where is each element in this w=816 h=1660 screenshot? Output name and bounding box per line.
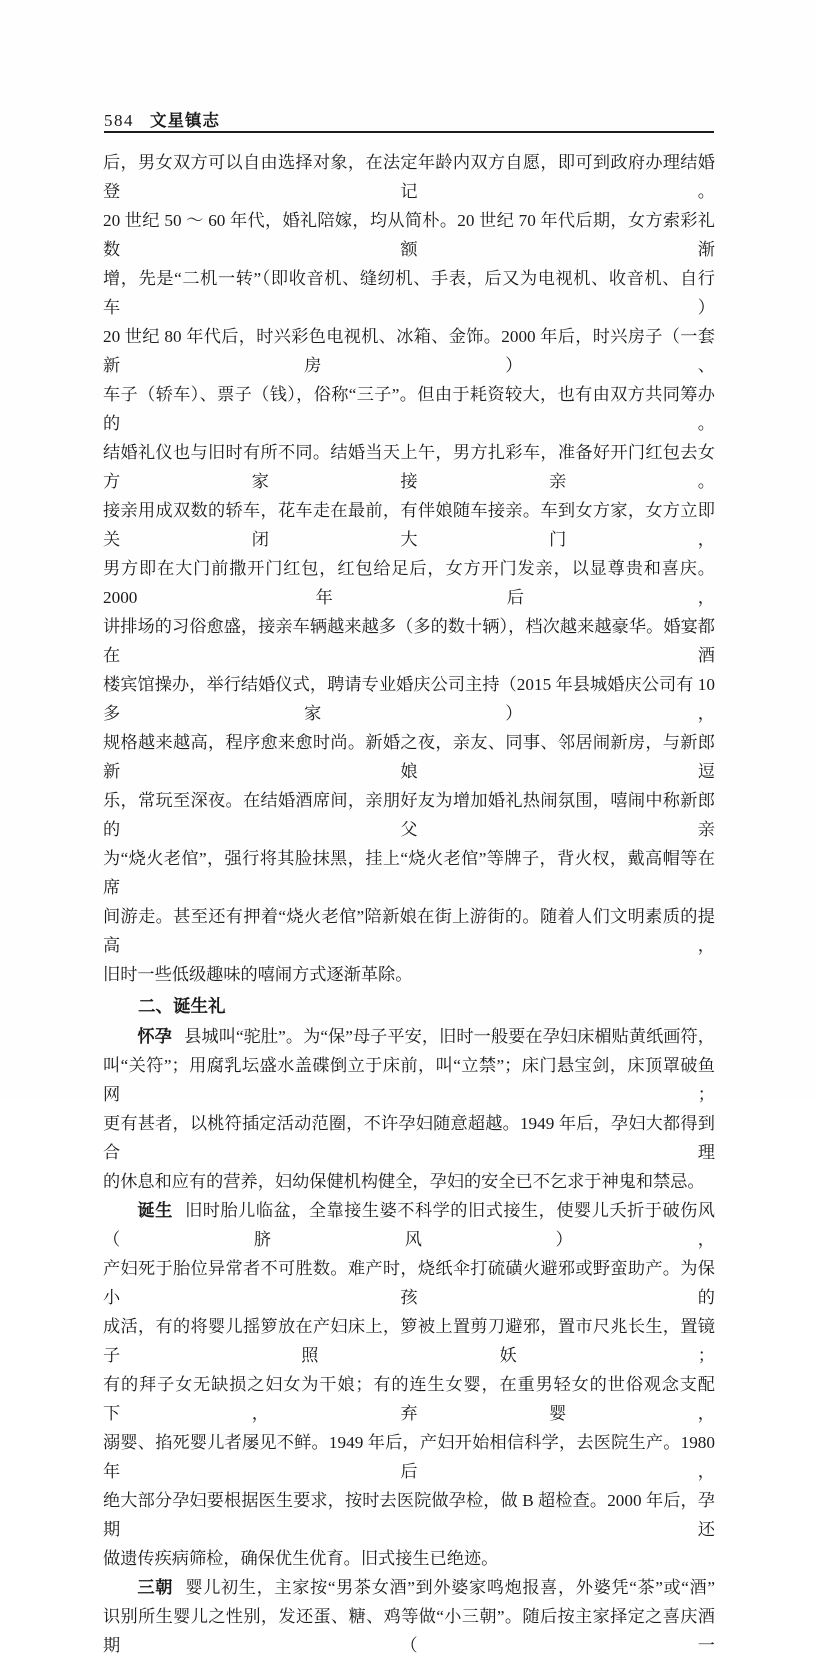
text-line: 间游走。甚至还有押着“烧火老倌”陪新娘在街上游街的。随着人们文明素质的提高， <box>103 907 715 955</box>
page-number: 584 <box>104 111 134 130</box>
text-run: 县城叫“驼肚”。为“保”母子平安，旧时一般要在孕妇床楣贴黄纸画符， <box>184 1027 715 1046</box>
text-line: 车子（轿车）、票子（钱），俗称“三子”。但由于耗资较大，也有由双方共同筹办的。 <box>103 385 715 433</box>
paragraph-lead: 三朝 <box>137 1577 174 1597</box>
text-line: 接亲用成双数的轿车，花车走在最前，有伴娘随车接亲。车到女方家，女方立即关闭大门， <box>103 501 715 549</box>
text-line: 更有甚者，以桃符插定活动范圈，不许孕妇随意超越。1949 年后，孕妇大都得到合理 <box>103 1114 715 1162</box>
text-run: 婴儿初生，主家按“男茶女酒”到外婆家鸣炮报喜，外婆凭“茶”或“酒” <box>185 1578 715 1597</box>
text-line <box>103 1573 715 1602</box>
paragraph <box>103 1196 715 1573</box>
text-line: 20 世纪 50 ～ 60 年代，婚礼陪嫁，均从简朴。20 世纪 70 年代后期，女方索彩礼数额渐 <box>103 211 715 259</box>
text-line: 识别所生婴儿之性别，发还蛋、糖、鸡等做“小三朝”。随后按主家择定之喜庆酒期（一 <box>103 1607 715 1655</box>
text-line: 男方即在大门前撒开门红包，红包给足后，女方开门发亲，以显尊贵和喜庆。2000 年后， <box>103 559 715 607</box>
text-line <box>103 1022 715 1051</box>
text-run: 旧时胎儿临盆，全靠接生婆不科学的旧式接生，使婴儿夭折于破伤风（脐风）， <box>103 1201 715 1249</box>
page-header <box>104 107 714 131</box>
section-heading: 二、诞生礼 <box>138 996 226 1016</box>
text-line: 后，男女双方可以自由选择对象，在法定年龄内双方自愿，即可到政府办理结婚登记。 <box>103 153 715 201</box>
text-line: 楼宾馆操办，举行结婚仪式，聘请专业婚庆公司主持（2015 年县城婚庆公司有 10 多家）， <box>103 675 715 723</box>
text-line: 讲排场的习俗愈盛，接亲车辆越来越多（多的数十辆），档次越来越豪华。婚宴都在酒 <box>103 617 715 665</box>
text-line: 旧时一些低级趣味的嘻闹方式逐渐革除。 <box>103 965 413 984</box>
text-line: 为“烧火老倌”，强行将其脸抹黑，挂上“烧火老倌”等牌子，背火杈，戴高帽等在席 <box>103 849 715 897</box>
paragraph-lead: 诞生 <box>137 1200 173 1220</box>
text-line: 规格越来越高，程序愈来愈时尚。新婚之夜，亲友、同事、邻居闹新房，与新郎新娘逗 <box>103 733 715 781</box>
header-rule <box>104 131 714 133</box>
paragraph-lead: 怀孕 <box>137 1026 172 1046</box>
text-line <box>103 1196 715 1254</box>
text-line: 有的拜子女无缺损之妇女为干娘；有的连生女婴，在重男轻女的世俗观念支配下，弃婴， <box>103 1375 715 1423</box>
text-line: 绝大部分孕妇要根据医生要求，按时去医院做孕检，做 B 超检查。2000 年后，孕期还 <box>103 1491 715 1539</box>
text-line: 的休息和应有的营养，妇幼保健机构健全，孕妇的安全已不乞求于神鬼和禁忌。 <box>103 1172 705 1191</box>
text-line: 成活，有的将婴儿摇箩放在产妇床上，箩被上置剪刀避邪，置市尺兆长生，置镜子照妖； <box>103 1317 715 1365</box>
text-line: 溺婴、掐死婴儿者屡见不鲜。1949 年后，产妇开始相信科学，去医院生产。1980 年后， <box>103 1433 715 1481</box>
paragraph <box>103 148 715 989</box>
text-line: 做遗传疾病筛检，确保优生优育。旧式接生已绝迹。 <box>103 1549 499 1568</box>
page-body <box>103 148 715 1660</box>
text-line: 20 世纪 80 年代后，时兴彩色电视机、冰箱、金饰。2000 年后，时兴房子（一套新房）、 <box>103 327 715 375</box>
text-line: 结婚礼仪也与旧时有所不同。结婚当天上午，男方扎彩车，准备好开门红包去女方家接亲。 <box>103 443 715 491</box>
text-line: 增，先是“二机一转”（即收音机、缝纫机、手表，后又为电视机、收音机、自行车） <box>103 269 715 317</box>
paragraph <box>103 1022 715 1196</box>
text-line: 产妇死于胎位异常者不可胜数。难产时，烧纸伞打硫磺火避邪或野蛮助产。为保小孩的 <box>103 1259 715 1307</box>
book-title: 文星镇志 <box>150 112 220 130</box>
text-line: 乐，常玩至深夜。在结婚酒席间，亲朋好友为增加婚礼热闹氛围，嘻闹中称新郎的父亲 <box>103 791 715 839</box>
paragraph <box>103 1573 715 1660</box>
text-line: 叫“关符”；用腐乳坛盛水盖碟倒立于床前，叫“立禁”；床门悬宝剑，床顶罩破鱼网； <box>103 1056 715 1104</box>
